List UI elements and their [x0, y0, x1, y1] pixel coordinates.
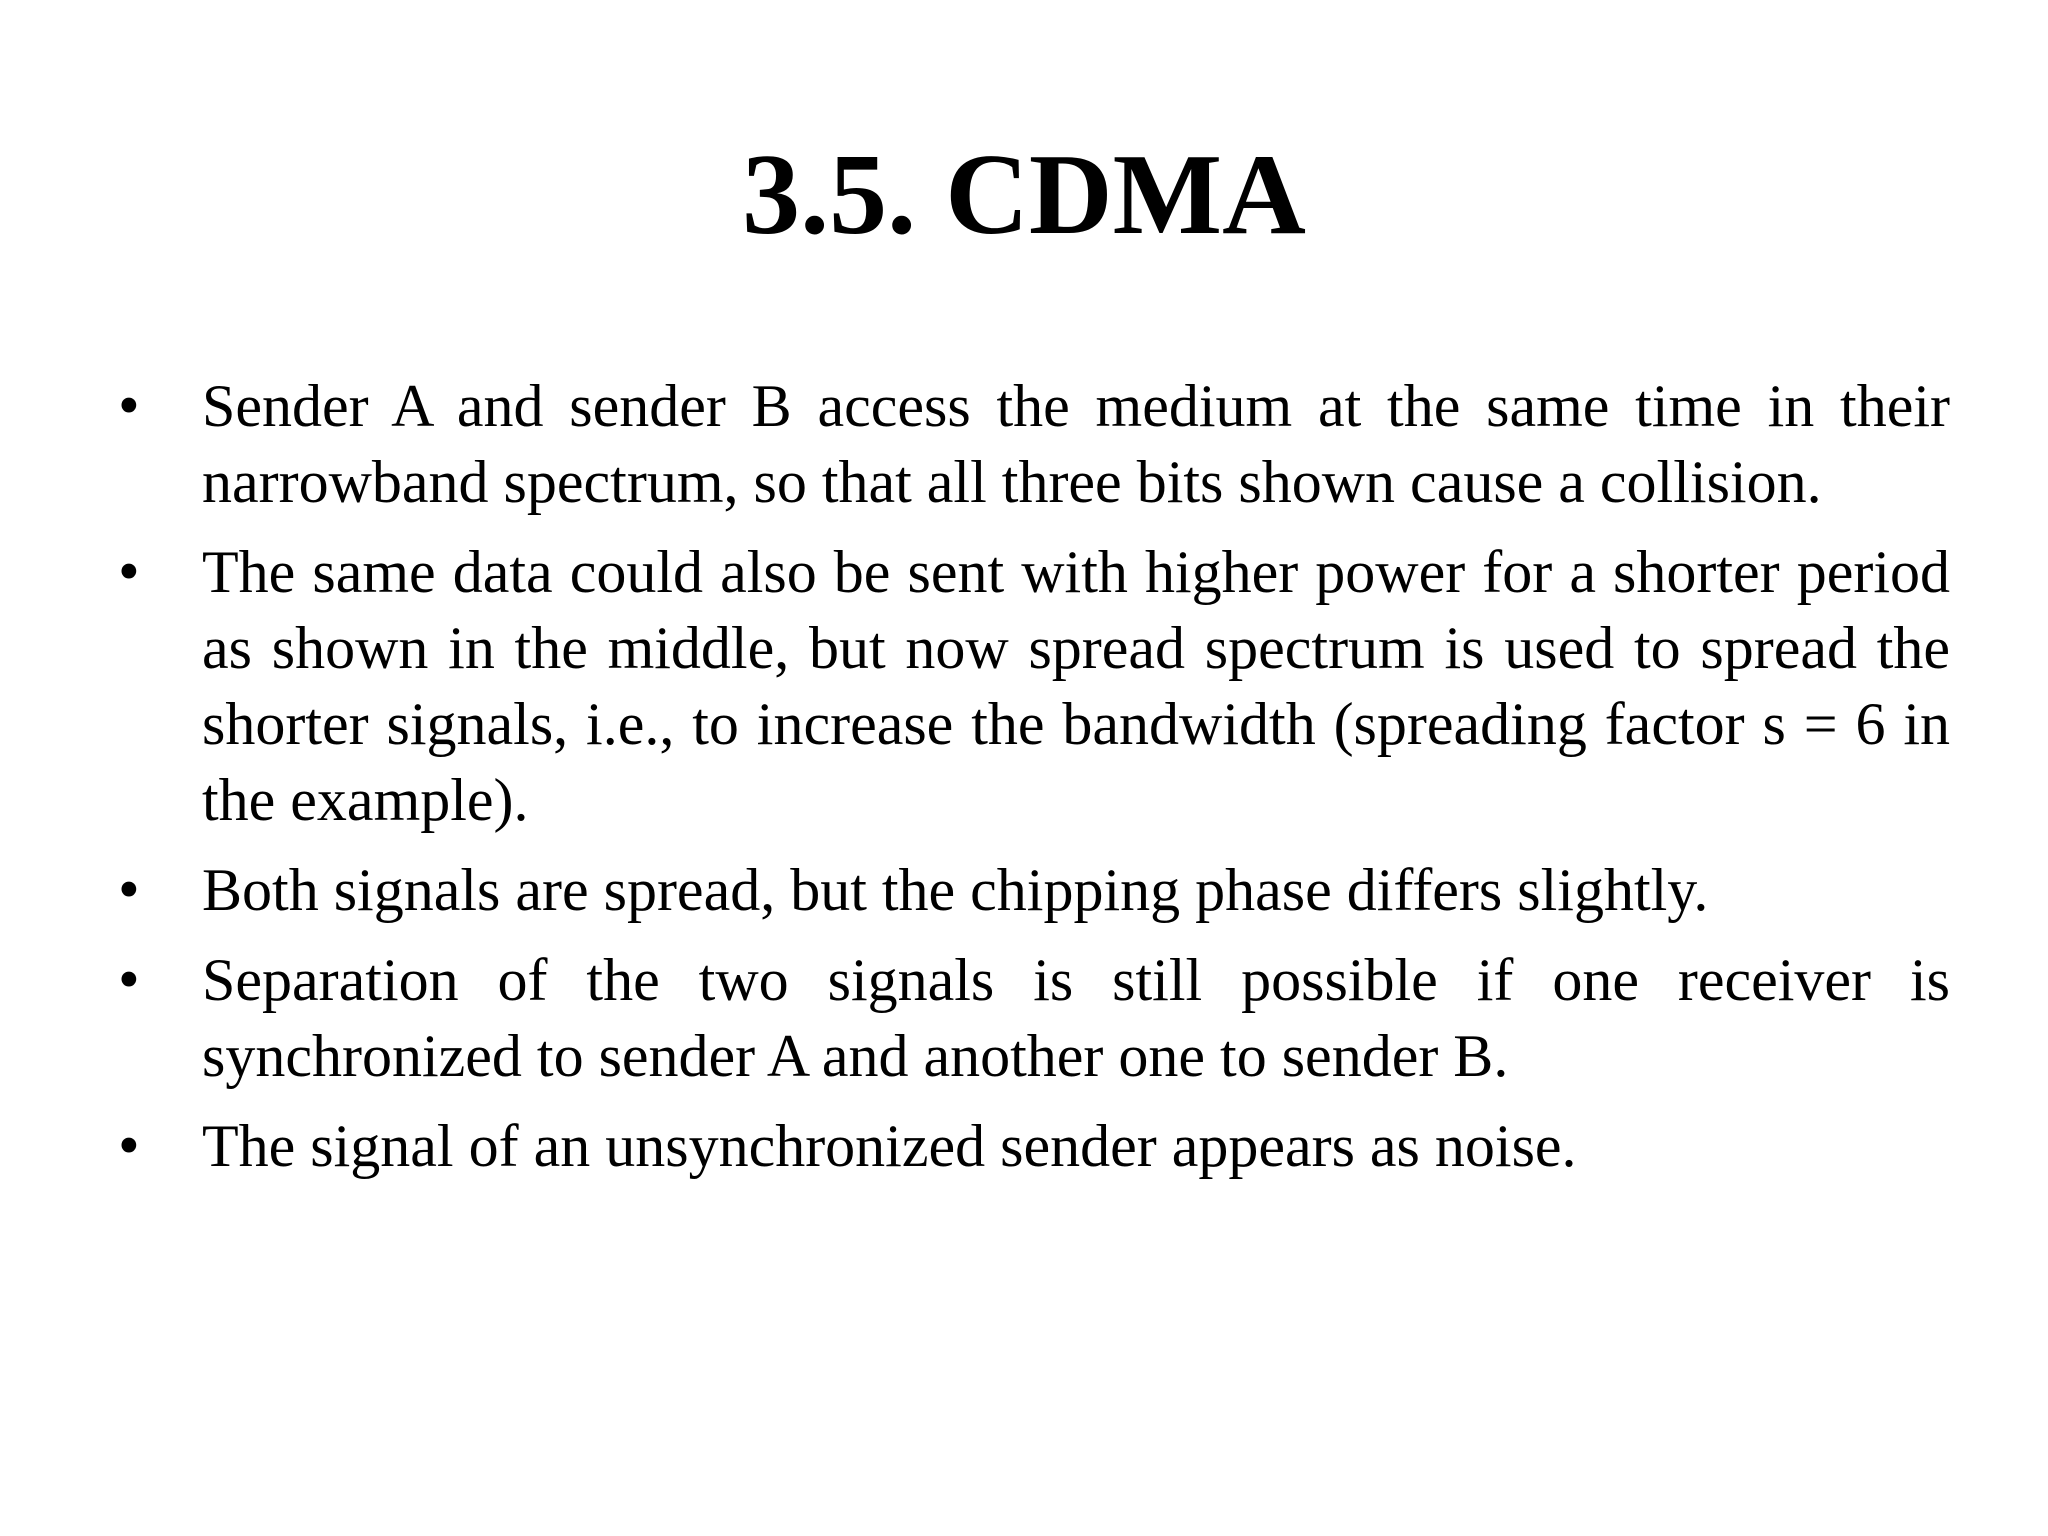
bullet-dot-icon: •	[118, 538, 140, 606]
bullet-dot-icon: •	[118, 372, 140, 440]
slide-title: 3.5. CDMA	[742, 131, 1306, 259]
bullet-text: Sender A and sender B access the medium at the same time in their narrowband spectrum, so that all three bits shown cause a collision.	[202, 373, 1950, 515]
bullet-dot-icon: •	[118, 856, 140, 924]
bullet-item	[118, 852, 1950, 928]
bullet-list	[118, 368, 1950, 1198]
bullet-text: Separation of the two signals is still possible if one receiver is synchronized to sender A and another one to sender B.	[202, 947, 1950, 1089]
bullet-text: Both signals are spread, but the chipping phase differs slightly.	[202, 857, 1709, 923]
bullet-item	[118, 942, 1950, 1094]
bullet-text: The same data could also be sent with higher power for a shorter period as shown in the middle, but now spread spectrum is used to spread the shorter signals, i.e., to increase the bandwidth (spreading factor s = 6 in the example).	[202, 539, 1950, 833]
bullet-item	[118, 1108, 1950, 1184]
bullet-dot-icon: •	[118, 1112, 140, 1180]
bullet-dot-icon: •	[118, 946, 140, 1014]
bullet-item	[118, 534, 1950, 838]
bullet-text: The signal of an unsynchronized sender appears as noise.	[202, 1113, 1577, 1179]
bullet-item	[118, 368, 1950, 520]
